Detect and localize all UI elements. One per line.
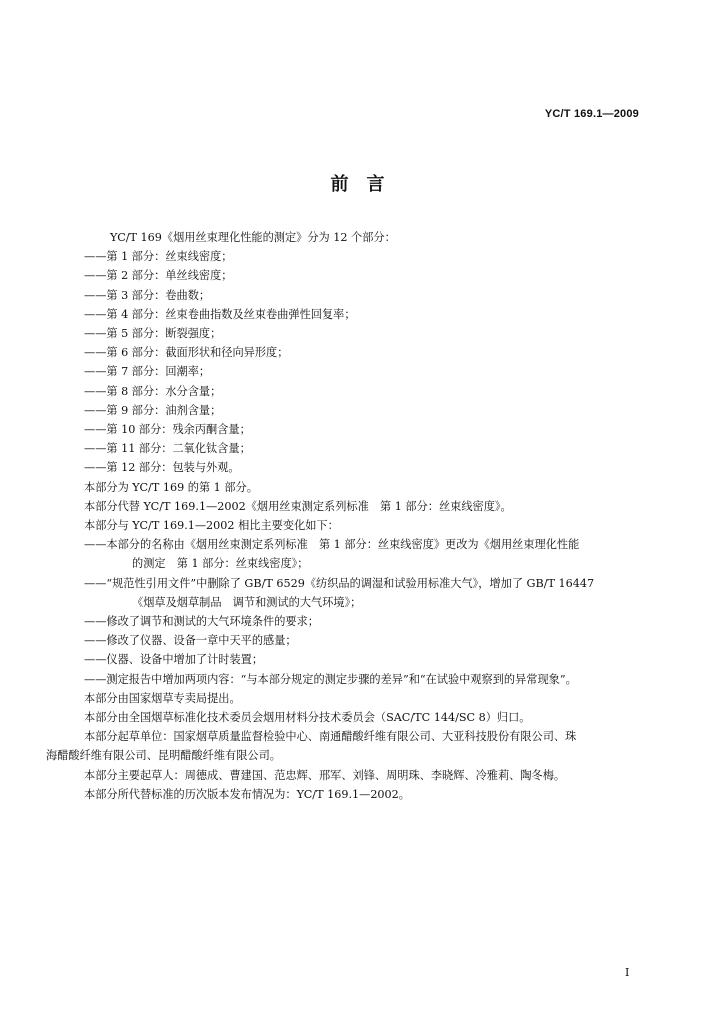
list-item: ——修改了仪器、设备一章中天平的感量； — [84, 634, 297, 648]
list-item: ——本部分的名称由《烟用丝束测定系列标准 第 1 部分：丝束线密度》更改为《烟用丝束理化性能 — [84, 538, 580, 552]
paragraph-line: 本部分起草单位：国家烟草质量监督检验中心、南通醋酸纤维有限公司、大亚科技股份有限公司、珠 — [84, 730, 577, 744]
foreword-body — [46, 228, 644, 804]
list-item-continuation: 的测定 第 1 部分：丝束线密度》； — [132, 557, 309, 571]
list-item: ——第 4 部分：丝束卷曲指数及丝束卷曲弹性回复率； — [84, 307, 356, 321]
paragraph-line: 本部分与 YC/T 169.1—2002 相比主要变化如下： — [84, 519, 339, 533]
paragraph-line-continuation: 海醋酸纤维有限公司、昆明醋酸纤维有限公司。 — [46, 749, 281, 763]
page-number: I — [625, 966, 630, 979]
list-item: ——第 3 部分：卷曲数； — [84, 288, 211, 302]
list-item: ——第 1 部分：丝束线密度； — [84, 250, 233, 264]
list-item: ——第 7 部分：回潮率； — [84, 365, 211, 379]
list-item: ——第 11 部分：二氧化钛含量； — [84, 442, 251, 456]
paragraph-line: 本部分由国家烟草专卖局提出。 — [84, 691, 241, 705]
list-item: ——第 9 部分：油剂含量； — [84, 403, 222, 417]
paragraph-line: 本部分主要起草人：周德成、曹建国、范忠辉、邢军、刘锋、周明珠、李晓辉、冷雅莉、陶冬梅。 — [84, 768, 566, 782]
list-item: ——修改了调节和测试的大气环境条件的要求； — [84, 615, 319, 629]
list-item: ——第 10 部分：残余丙酮含量； — [84, 423, 251, 437]
paragraph-line: 本部分由全国烟草标准化技术委员会烟用材料分技术委员会（SAC/TC 144/SC 8）归口。 — [84, 711, 531, 725]
list-item: ——测定报告中增加两项内容：“与本部分规定的测定步骤的差异”和“在试验中观察到的异常现象”。 — [84, 672, 577, 686]
list-item: ——第 8 部分：水分含量； — [84, 384, 222, 398]
list-item: ——第 6 部分：截面形状和径向异形度； — [84, 346, 289, 360]
paragraph-line: 本部分为 YC/T 169 的第 1 部分。 — [84, 480, 258, 494]
standard-number: YC/T 169.1—2009 — [544, 108, 639, 120]
list-item-continuation: 《烟草及烟草制品 调节和测试的大气环境》； — [132, 595, 362, 609]
list-item: ——第 5 部分：断裂强度； — [84, 327, 222, 341]
paragraph-line: 本部分所代替标准的历次版本发布情况为：YC/T 169.1—2002。 — [84, 787, 410, 801]
list-item: ——“规范性引用文件”中删除了 GB/T 6529《纺织品的调湿和试验用标准大气》，增加了 GB/T 16447 — [84, 576, 595, 590]
list-item: ——仪器、设备中增加了计时装置； — [84, 653, 264, 667]
list-item: ——第 12 部分：包装与外观。 — [84, 461, 240, 475]
page-title: 前 言 — [330, 174, 385, 195]
paragraph-line: YC/T 169《烟用丝束理化性能的测定》分为 12 个部分： — [110, 231, 396, 244]
paragraph-line: 本部分代替 YC/T 169.1—2002《烟用丝束测定系列标准 第 1 部分：丝束线密度》。 — [84, 499, 512, 513]
list-item: ——第 2 部分：单丝线密度； — [84, 269, 233, 283]
